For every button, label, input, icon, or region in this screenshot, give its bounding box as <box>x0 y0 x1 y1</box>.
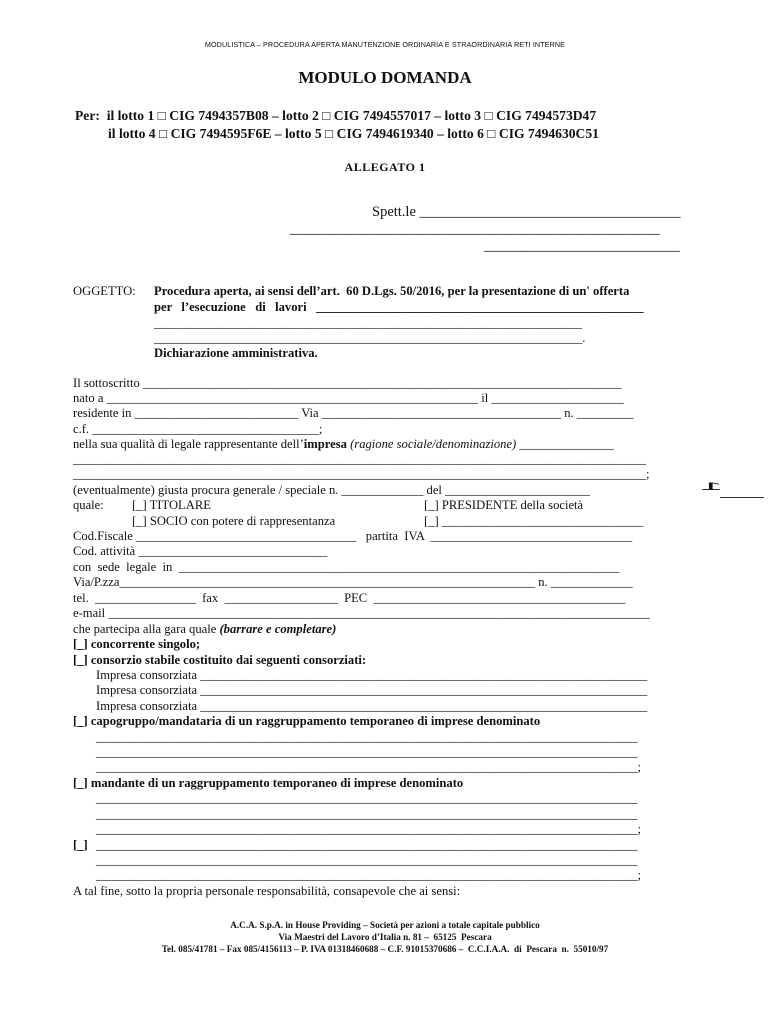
altro-line-2[interactable]: ______________________________________________________________________________________ <box>96 853 638 867</box>
altro-box-checkbox[interactable]: [_] <box>73 838 88 852</box>
partecipa-line <box>73 622 336 637</box>
residente-field[interactable]: residente in __________________________ Via ______________________________________ n. _________ <box>73 406 634 420</box>
spett-line-2: ___________________________________________________ <box>290 221 660 237</box>
sottoscritto-field[interactable]: Il sottoscritto ____________________________________________________________________________ <box>73 376 622 390</box>
qualita-pre: nella sua qualità di legale rappresentante dell’ <box>73 437 304 451</box>
impresa-consorziata-1[interactable]: Impresa consorziata _______________________________________________________________________ <box>96 668 648 682</box>
oggetto-line-3: ____________________________________________________________________ <box>154 316 583 330</box>
nato-field[interactable]: nato a ___________________________________________________________ il _____________________ <box>73 391 624 405</box>
concorrente-checkbox[interactable]: [_] concorrente singolo; <box>73 637 201 651</box>
mandante-line-3[interactable]: ______________________________________________________________________________________; <box>96 822 642 836</box>
partecipa-hint: (barrare e completare) <box>219 622 337 636</box>
mandante-line-1[interactable]: ______________________________________________________________________________________ <box>96 791 638 805</box>
email-field[interactable]: e-mail ______________________________________________________________________________________ <box>73 606 650 620</box>
mandante-line-2[interactable]: ______________________________________________________________________________________ <box>96 807 638 821</box>
blank-line-2[interactable]: ___________________________________________________________________________________________; <box>73 467 650 481</box>
oggetto-line-5: Dichiarazione amministrativa. <box>154 346 318 360</box>
capogruppo-line-1[interactable]: ______________________________________________________________________________________ <box>96 730 638 744</box>
titolare-checkbox[interactable]: [_] TITOLARE <box>132 498 211 512</box>
impresa-consorziata-2[interactable]: Impresa consorziata _______________________________________________________________________ <box>96 683 648 697</box>
oggetto-line-2: per l’esecuzione di lavori ____________________________________________________ <box>154 300 644 314</box>
sede-field[interactable]: con sede legale in ______________________________________________________________________ <box>73 560 620 574</box>
page-number: 1 <box>700 481 723 493</box>
qualita-post: _______________ <box>516 437 614 451</box>
tel-field[interactable]: tel. ________________ fax __________________ PEC ________________________________________ <box>73 591 626 605</box>
codfisc-field[interactable]: Cod.Fiscale ___________________________________ partita IVA ________________________________ <box>73 529 633 543</box>
quale-label: quale: <box>73 498 104 512</box>
oggetto-line-1: Procedura aperta, ai sensi dell’art. 60 D.Lgs. 50/2016, per la presentazione di un' offerta <box>154 284 630 298</box>
footer-line-1: A.C.A. S.p.A. in House Providing – Società per azioni a totale capitale pubblico <box>230 920 540 930</box>
lotti-line-2: il lotto 4 □ CIG 7494595F6E – lotto 5 □ CIG 7494619340 – lotto 6 □ CIG 7494630C51 <box>108 126 599 141</box>
altro-checkbox[interactable]: [_] ________________________________ <box>424 514 644 528</box>
qualita-impresa: impresa <box>303 437 347 451</box>
cf-field[interactable]: c.f. ____________________________________; <box>73 422 323 436</box>
page-number-rule <box>720 497 764 498</box>
qualita-ragione: (ragione sociale/denominazione) <box>346 437 517 451</box>
spett-line-1: Spett.le ____________________________________ <box>372 204 681 220</box>
altro-line-3[interactable]: ______________________________________________________________________________________; <box>96 868 642 882</box>
spett-line-3: ___________________________ <box>484 238 680 254</box>
allegato-label: ALLEGATO 1 <box>344 160 426 174</box>
impresa-consorziata-3[interactable]: Impresa consorziata _______________________________________________________________________ <box>96 699 648 713</box>
footer-line-2: Via Maestri del Lavoro d’Italia n. 81 – 65125 Pescara <box>278 932 492 942</box>
oggetto-line-4: ____________________________________________________________________. <box>154 331 586 345</box>
lotti-line-1: Per: il lotto 1 □ CIG 7494357B08 – lotto 2 □ CIG 7494557017 – lotto 3 □ CIG 7494573D47 <box>75 108 597 123</box>
via-field[interactable]: Via/P.zza__________________________________________________________________ n. _____________ <box>73 575 633 589</box>
page-header: MODULISTICA – PROCEDURA APERTA MANUTENZIONE ORDINARIA E STRAORDINARIA RETI INTERNE <box>204 40 566 49</box>
procura-field[interactable]: (eventualmente) giusta procura generale / speciale n. _____________ del _______________________ <box>73 483 590 497</box>
document-title: MODULO DOMANDA <box>298 68 472 87</box>
qualita-field[interactable] <box>73 437 614 452</box>
capogruppo-line-2[interactable]: ______________________________________________________________________________________ <box>96 745 638 759</box>
a-tal-fine-text: A tal fine, sotto la propria personale responsabilità, consapevole che ai sensi: <box>73 884 461 898</box>
oggetto-label: OGGETTO: <box>73 284 136 298</box>
presidente-checkbox[interactable]: [_] PRESIDENTE della società <box>424 498 584 512</box>
partecipa-pre: che partecipa alla gara quale <box>73 622 220 636</box>
capogruppo-checkbox[interactable]: [_] capogruppo/mandataria di un raggruppamento temporaneo di imprese denominato <box>73 714 541 728</box>
codatt-field[interactable]: Cod. attività ______________________________ <box>73 544 328 558</box>
blank-line-1[interactable]: ___________________________________________________________________________________________ <box>73 452 647 466</box>
capogruppo-line-3[interactable]: ______________________________________________________________________________________; <box>96 760 642 774</box>
consorzio-checkbox[interactable]: [_] consorzio stabile costituito dai seguenti consorziati: <box>73 653 367 667</box>
socio-checkbox[interactable]: [_] SOCIO con potere di rappresentanza <box>132 514 336 528</box>
footer-line-3: Tel. 085/41781 – Fax 085/4156113 – P. IVA 01318460688 – C.F. 91015370686 – C.C.I.A.A. di Pescara n. 55010/97 <box>161 944 609 954</box>
mandante-checkbox[interactable]: [_] mandante di un raggruppamento temporaneo di imprese denominato <box>73 776 464 790</box>
altro-line-1[interactable]: ______________________________________________________________________________________ <box>96 838 638 852</box>
